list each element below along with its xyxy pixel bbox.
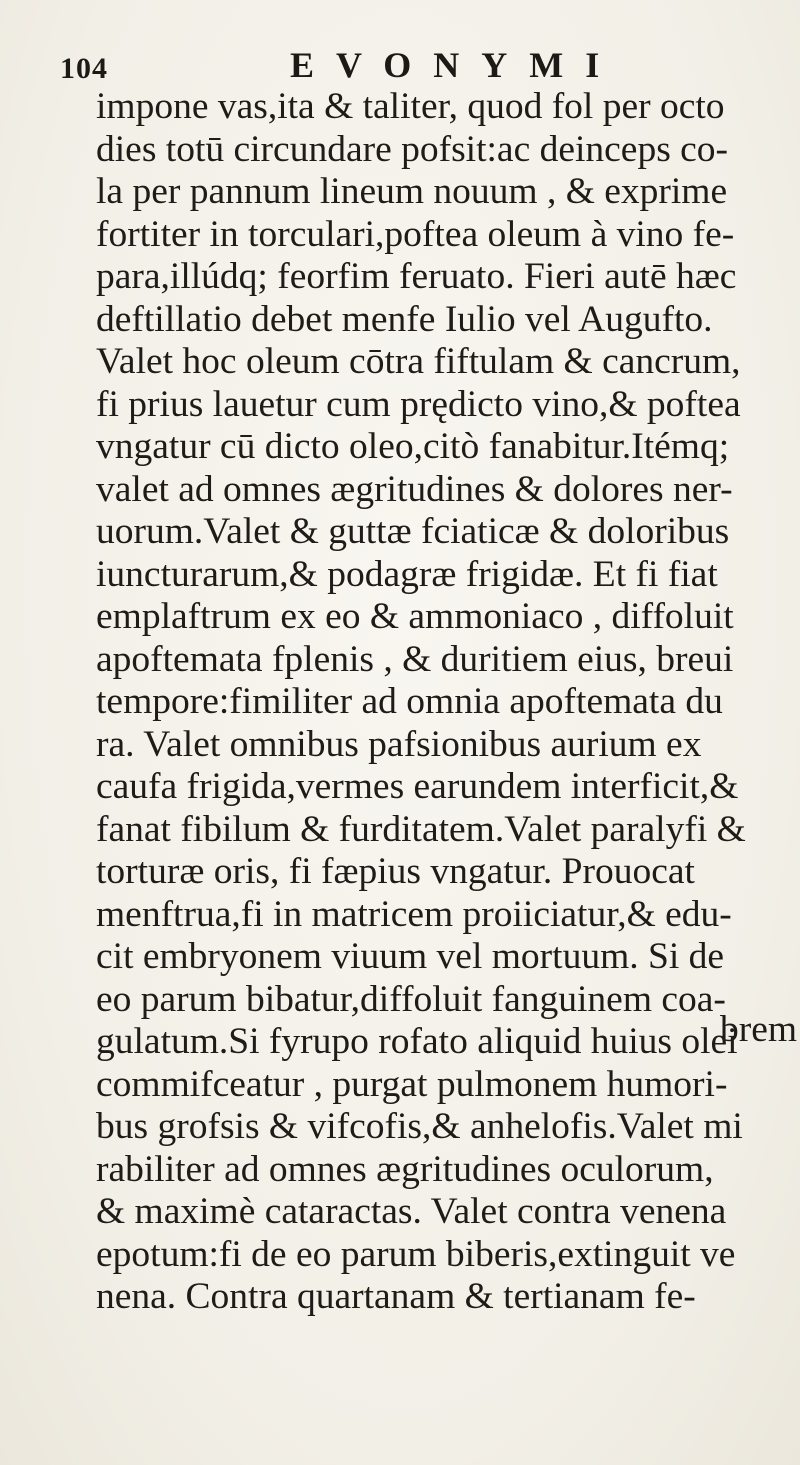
main-text [96, 86, 786, 1319]
text-line: Valet hoc oleum cōtra fiftulam & cancrum, [96, 341, 741, 382]
text-line: fortiter in torculari,poftea oleum à vino fe- [96, 213, 735, 255]
text-line: impone vas,ita & taliter, quod fol per octo [96, 86, 725, 127]
text-line: epotum:fi de eo parum biberis,extinguit ve [96, 1233, 736, 1275]
text-line: cit embryonem viuum vel mortuum. Si de [96, 936, 725, 977]
running-head: EVONYMI [290, 45, 622, 85]
text-line: fanat fibilum & furditatem.Valet paralyfi & [96, 808, 746, 850]
text-line: la per pannum lineum nouum , & exprime [96, 171, 728, 212]
text-line: valet ad omnes ægritudines & dolores ner- [96, 468, 733, 510]
text-line: tempore:fimiliter ad omnia apoftemata du [96, 681, 723, 722]
text-line: deftillatio debet menfe Iulio vel Augufto. [96, 298, 713, 340]
text-line: fi prius lauetur cum prędicto vino,& poftea [96, 383, 741, 425]
text-line: nena. Contra quartanam & tertianam fe- [96, 1276, 696, 1317]
catchword: brem [720, 1009, 798, 1050]
text-line: uorum.Valet & guttæ fciaticæ & doloribus [96, 511, 730, 552]
page-number: 104 [60, 52, 108, 85]
text-line: emplaftrum ex eo & ammoniaco , diffoluit [96, 596, 734, 637]
text-line: para,illúdq; feorfim feruato. Fieri autē hæc [96, 256, 737, 297]
text-line: bus grofsis & vifcofis,& anhelofis.Valet mi [96, 1106, 743, 1147]
text-line: ra. Valet omnibus pafsionibus aurium ex [96, 723, 702, 765]
text-line: apoftemata fplenis , & duritiem eius, breui [96, 638, 734, 680]
text-line: caufa frigida,vermes earundem interficit,& [96, 766, 739, 807]
text-line: torturæ oris, fi fæpius vngatur. Prouocat [96, 851, 695, 892]
text-line: commifceatur , purgat pulmonem humori- [96, 1063, 728, 1105]
text-line: iuncturarum,& podagræ frigidæ. Et fi fiat [96, 553, 718, 595]
text-line: eo parum bibatur,diffoluit fanguinem coa- [96, 978, 726, 1020]
text-line: menftrua,fi in matricem proiiciatur,& edu- [96, 893, 732, 935]
text-line: & maximè cataractas. Valet contra venena [96, 1191, 727, 1232]
text-line: dies totū circundare pofsit:ac deinceps co- [96, 128, 729, 170]
page-header [60, 40, 760, 90]
text-line: vngatur cū dicto oleo,citò fanabitur.Itémq; [96, 426, 730, 467]
text-line: gulatum.Si fyrupo rofato aliquid huius olei [96, 1021, 738, 1062]
text-line: rabiliter ad omnes ægritudines oculorum, [96, 1148, 714, 1190]
